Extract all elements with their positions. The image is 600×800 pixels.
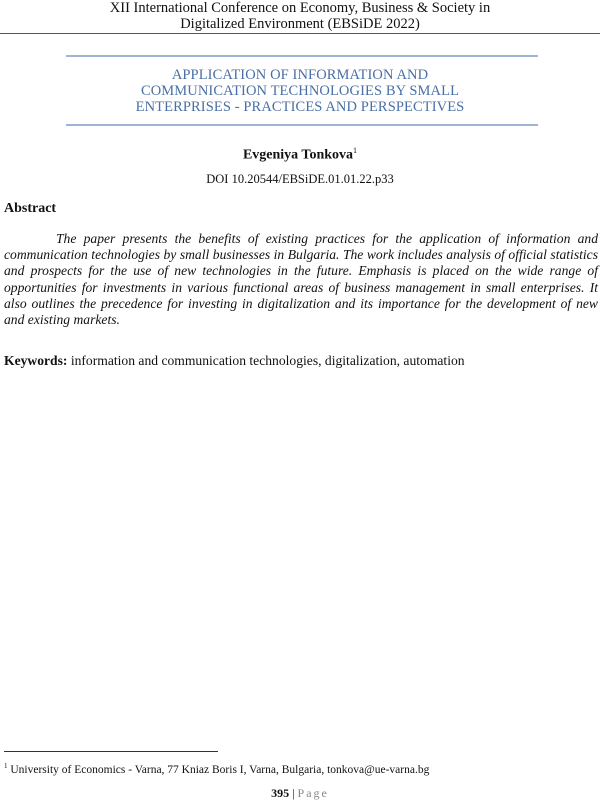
title-rule-top (66, 55, 538, 57)
title-rule-bottom (66, 124, 538, 126)
paper-title-line-3: ENTERPRISES - PRACTICES AND PERSPECTIVES (135, 99, 465, 115)
author (0, 143, 600, 164)
abstract-body: The paper presents the benefits of existing practices for the application of information and communication technologies by small businesses in Bulgaria. The work includes analysis of official statistics and prospects for the use of new technologies in the future. Emphasis is placed on the wide range of opportunities for investments in various functional areas of business management in small enterprises. It also outlines the precedence for investing in digitalization and its importance for the development of new and existing markets. (4, 231, 598, 328)
footnote (4, 760, 598, 777)
keywords (4, 353, 598, 369)
doi: DOI 10.20544/EBSiDE.01.01.22.p33 (206, 172, 394, 186)
running-header-line-2: Digitalized Environment (EBSiDE 2022) (180, 16, 420, 32)
running-header-line-1: XII International Conference on Economy, Business & Society in (109, 0, 491, 16)
keywords-label: Keywords: (4, 353, 68, 368)
abstract-heading: Abstract (4, 201, 57, 216)
page-separator: | (289, 786, 298, 800)
paper-title-line-2: COMMUNICATION TECHNOLOGIES BY SMALL (140, 83, 460, 99)
page-word: Page (297, 786, 329, 800)
author-footnote-mark[interactable]: 1 (353, 146, 358, 155)
footnote-text: University of Economics - Varna, 77 Kniaz Boris I, Varna, Bulgaria, tonkova@ue-varna.bg (7, 763, 430, 776)
running-header (0, 0, 600, 32)
page-footer (0, 786, 600, 800)
footnote-mark: 1 (4, 762, 8, 770)
author-name: Evgeniya Tonkova (242, 147, 354, 163)
paper-title-line-1: APPLICATION OF INFORMATION AND (171, 67, 429, 83)
header-divider (0, 33, 600, 34)
footnote-divider (4, 751, 218, 752)
keywords-text: information and communication technologies, digitalization, automation (67, 353, 465, 368)
page-number: 395 (271, 786, 290, 800)
paper-title (0, 67, 600, 115)
